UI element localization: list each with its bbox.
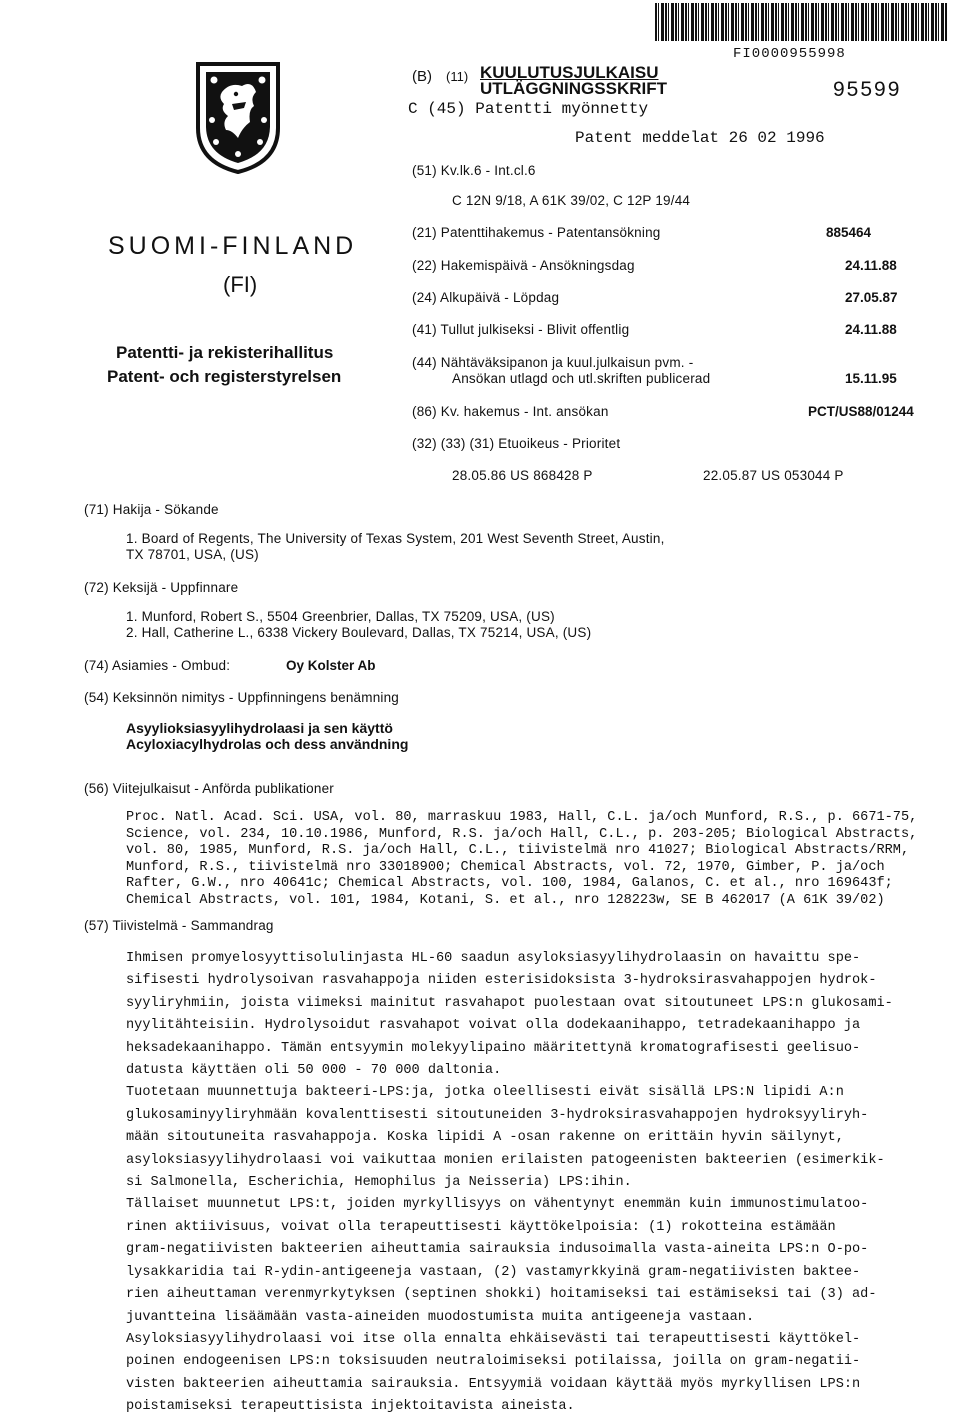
field-51-value: C 12N 9/18, A 61K 39/02, C 12P 19/44	[452, 193, 691, 208]
patent-granted-sv: Patent meddelat 26 02 1996	[575, 129, 825, 147]
field-41-label: (41) Tullut julkiseksi - Blivit offentlig	[412, 322, 630, 337]
field-24-label: (24) Alkupäivä - Löpdag	[412, 290, 560, 305]
inventor-2: 2. Hall, Catherine L., 6338 Vickery Boulevard, Dallas, TX 75214, USA, (US)	[126, 625, 592, 640]
field-11-code: (11)	[446, 69, 469, 84]
citation-line: Munford, R.S., tiivistelmä nro 33018900; Chemical Abstracts, vol. 72, 1970, Gimber, P. ja/och	[126, 859, 885, 875]
field-86-value: PCT/US88/01244	[808, 404, 914, 419]
abstract-line: syyliryhmiin, joista viimeksi mainitut rasvahapot puolestaan ovat sitoutuneet LPS:n glukosami-	[126, 995, 893, 1011]
abstract-line: poistamiseksi terapeuttisista injektoitavista aineista.	[126, 1399, 575, 1415]
field-41-value: 24.11.88	[845, 322, 897, 337]
abstract-line: mään sitoutuneita rasvahappoja. Koska lipidi A -osan rakenne on erittäin hyvin säilynyt,	[126, 1130, 844, 1146]
abstract-line: datusta käyttäen oli 50 000 - 70 000 daltonia.	[126, 1063, 502, 1079]
citation-line: Science, vol. 234, 10.10.1986, Munford, R.S. ja/och Hall, C.L., p. 203-205; Biological Abstracts,	[126, 826, 918, 842]
title-sv: Acyloxiacylhydrolas och dess användning	[126, 736, 409, 752]
citation-line: Chemical Abstracts, vol. 101, 1984, Kotani, S. et al., nro 128223w, SE B 462017 (A 61K 39/02)	[126, 892, 885, 908]
publication-code: FI0000955998	[733, 46, 846, 62]
title-label: (54) Keksinnön nimitys - Uppfinningens benämning	[84, 690, 400, 705]
abstract-line: heksadekaanihappo. Tämän entsyymin molekyylipaino määritettynä kromatografisesti geelisuo-	[126, 1040, 861, 1056]
field-21-label: (21) Patenttihakemus - Patentansökning	[412, 225, 661, 240]
abstract-line: Tuotetaan muunnettuja bakteeri-LPS:ja, jotka oleellisesti eivät sisällä LPS:N lipidi A:n	[126, 1085, 844, 1101]
abstract-line: glukosaminyyliryhmään kovalenttisesti sitoutuneiden 3-hydroksirasvahappojen hydroksyyliryh-	[126, 1107, 869, 1123]
citations-list	[126, 810, 956, 910]
field-86-label: (86) Kv. hakemus - Int. ansökan	[412, 404, 609, 419]
barcode	[655, 3, 947, 41]
abstract-line: gram-negatiivisten bakteerien aiheuttamia sairauksia indusoimalla vasta-aineita LPS:n O-po-	[126, 1242, 869, 1258]
abstract-line: sifisesti hydrolysoivan rasvahappoja niiden esterisidoksista 3-hydroksirasvahappojen hydrok-	[126, 973, 877, 989]
applicant-line-1: 1. Board of Regents, The University of Texas System, 201 West Seventh Street, Austin,	[126, 531, 665, 546]
citation-line: Proc. Natl. Acad. Sci. USA, vol. 80, marraskuu 1983, Hall, C.L. ja/och Munford, R.S., p. 6671-75,	[126, 810, 918, 825]
abstract-line: rien aiheuttaman verenmyrkytyksen (septinen shokki) hoitamiseksi tai estämiseksi tai (3) ad-	[126, 1287, 877, 1303]
country-code: (FI)	[223, 272, 258, 297]
office-name-sv: Patent- och registerstyrelsen	[107, 367, 342, 386]
kuulutusjulkaisu-heading: KUULUTUSJULKAISU	[480, 63, 659, 82]
abstract-line: juvantteina lisäämään vasta-aineiden muodostumista muita antigeeneja vastaan.	[126, 1309, 755, 1325]
field-22-value: 24.11.88	[845, 258, 897, 273]
citations-label: (56) Viitejulkaisut - Anförda publikationer	[84, 781, 334, 796]
citation-line: Rafter, G.W., nro 40641c; Chemical Abstracts, vol. 100, 1984, Galanos, C. et al., nro 169643f;	[126, 876, 893, 892]
abstract-line: asyloksiasyylihydrolaasi voi vaikuttaa monien erilaisten patogeenisten bakteerien (esimerkik-	[126, 1152, 885, 1168]
utlaggningsskrift-heading: UTLÄGGNINGSSKRIFT	[480, 79, 667, 98]
agent-label: (74) Asiamies - Ombud:	[84, 658, 231, 673]
abstract-line: Ihmisen promyelosyyttisolulinjasta HL-60 saadun asyloksiasyylihydrolaasin on havaittu spe-	[126, 951, 861, 966]
abstract-text	[126, 948, 946, 1419]
publication-number: 95599	[833, 78, 902, 101]
abstract-line: rinen aktiivisuus, voivat olla terapeuttisesti käyttökelpoisia: (1) rokotteina estämään	[126, 1219, 836, 1235]
agent-value: Oy Kolster Ab	[286, 658, 376, 673]
abstract-line: nyylitähteisiin. Hydrolysoidut rasvahapot voivat olla dodekaanihappo, tetradekaanihappo ja	[126, 1018, 861, 1034]
priority-1: 28.05.86 US 868428 P	[452, 468, 593, 483]
title-fi: Asyylioksiasyylihydrolaasi ja sen käyttö	[126, 720, 393, 736]
abstract-line: Asyloksiasyylihydrolaasi voi itse olla ennalta ehkäisevästi tai terapeuttisesti käyttökel-	[126, 1331, 861, 1347]
field-21-value: 885464	[826, 225, 872, 240]
abstract-line: visten bakteerien aiheuttamia sairauksia. Entsyymiä voidaan käyttää myös myrkyllisen LPS:n	[126, 1376, 861, 1392]
country-name: SUOMI-FINLAND	[108, 232, 358, 260]
applicant-line-2: TX 78701, USA, (US)	[126, 547, 259, 562]
inventors-label: (72) Keksijä - Uppfinnare	[84, 580, 239, 595]
abstract-line: si Salmonella, Escherichia, Hemophilus ja Neisseria) LPS:ihin.	[126, 1175, 632, 1191]
abstract-line: Tällaiset muunnetut LPS:t, joiden myrkyllisyys on vähentynyt enemmän kuin immunostimulatoo-	[126, 1197, 869, 1213]
field-24-value: 27.05.87	[845, 290, 898, 305]
field-22-label: (22) Hakemispäivä - Ansökningsdag	[412, 258, 635, 273]
priority-2: 22.05.87 US 053044 P	[703, 468, 844, 483]
finland-coat-of-arms-icon	[192, 58, 284, 176]
abstract-line: lysakkaridia tai R-ydin-antigeeneja vastaan, (2) vastamyrkkyinä gram-negatiivisten baktee-	[126, 1264, 861, 1280]
abstract-line: poinen endogeenisen LPS:n toksisuuden neutraloimiseksi potilaissa, joilla on gram-negatii-	[126, 1354, 861, 1370]
field-44-label-2: Ansökan utlagd och utl.skriften publicerad	[452, 371, 711, 386]
field-44-label-1: (44) Nähtäväksipanon ja kuul.julkaisun pvm. -	[412, 355, 694, 370]
field-32-label: (32) (33) (31) Etuoikeus - Prioritet	[412, 436, 621, 451]
citation-line: vol. 80, 1985, Munford, R.S. ja/och Hall, C.L., tiivistelmä nro 41027; Biological Abstracts/RRM,	[126, 843, 910, 859]
office-name-fi: Patentti- ja rekisterihallitus	[116, 343, 334, 362]
abstract-label: (57) Tiivistelmä - Sammandrag	[84, 918, 274, 933]
b-code: (B)	[412, 68, 432, 85]
patent-granted-fi: C (45) Patentti myönnetty	[408, 100, 649, 118]
field-44-value: 15.11.95	[845, 371, 897, 386]
applicant-label: (71) Hakija - Sökande	[84, 502, 219, 517]
inventor-1: 1. Munford, Robert S., 5504 Greenbrier, Dallas, TX 75209, USA, (US)	[126, 609, 555, 624]
field-51-label: (51) Kv.lk.6 - Int.cl.6	[412, 163, 536, 178]
